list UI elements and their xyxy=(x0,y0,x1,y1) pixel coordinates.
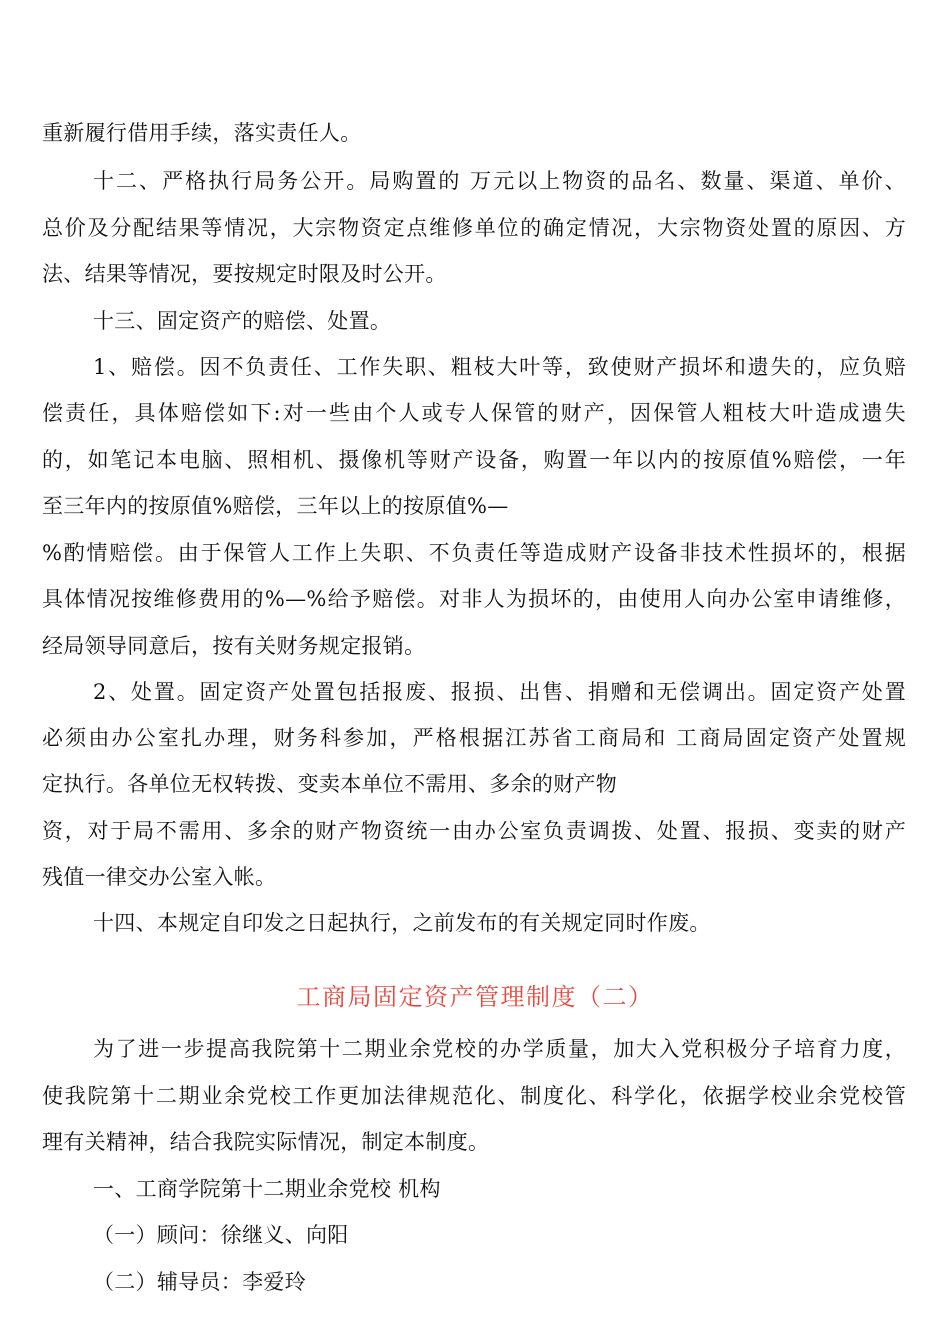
text-line-8: 的，如笔记本电脑、照相机、摄像机等财产设备，购置一年以内的按原值%赔偿，一年 xyxy=(42,448,906,472)
text-line-24: （二）辅导员：李爱玲 xyxy=(93,1270,306,1294)
text-line-9: 至三年内的按原值%赔偿，三年以上的按原值%— xyxy=(42,494,509,518)
text-line-5: 十三、固定资产的赔偿、处置。 xyxy=(93,309,392,333)
text-line-22: 一、工商学院第十二期业余党校 机构 xyxy=(93,1177,441,1201)
text-line-15: 定执行。各单位无权转拨、变卖本单位不需用、多余的财产物 xyxy=(42,772,618,796)
text-line-6: 1、赔偿。因不负责任、工作失职、粗枝大叶等，致使财产损坏和遗失的，应负赔 xyxy=(93,355,906,379)
text-line-17: 残值一律交办公室入帐。 xyxy=(42,865,277,889)
text-line-23: （一）顾问：徐继义、向阳 xyxy=(93,1223,349,1247)
text-line-11: 具体情况按维修费用的%—%给予赔偿。对非人为损坏的，由使用人向办公室申请维修， xyxy=(42,587,906,611)
text-line-21: 理有关精神，结合我院实际情况，制定本制度。 xyxy=(42,1130,490,1154)
text-line-7: 偿责任，具体赔偿如下:对一些由个人或专人保管的财产，因保管人粗枝大叶造成遗失 xyxy=(42,401,906,425)
text-line-20: 使我院第十二期业余党校工作更加法律规范化、制度化、科学化，依据学校业余党校管 xyxy=(42,1084,906,1108)
text-line-12: 经局领导同意后，按有关财务规定报销。 xyxy=(42,634,426,658)
text-line-18: 十四、本规定自印发之日起执行，之前发布的有关规定同时作废。 xyxy=(93,911,711,935)
text-line-13: 2、处置。固定资产处置包括报废、报损、出售、捐赠和无偿调出。固定资产处置 xyxy=(93,680,906,704)
text-line-14: 必须由办公室扎办理，财务科参加，严格根据江苏省工商局和 工商局固定资产处置规 xyxy=(42,726,906,750)
text-line-10: %酌情赔偿。由于保管人工作上失职、不负责任等造成财产设备非技术性损坏的，根据 xyxy=(42,541,906,565)
text-line-2: 十二、严格执行局务公开。局购置的 万元以上物资的品名、数量、渠道、单价、 xyxy=(93,169,906,193)
section-title: 工商局固定资产管理制度（二） xyxy=(296,983,654,1011)
text-line-19: 为了进一步提高我院第十二期业余党校的办学质量，加大入党积极分子培育力度， xyxy=(93,1037,906,1061)
text-line-4: 法、结果等情况，要按规定时限及时公开。 xyxy=(42,262,447,286)
text-line-16: 资，对于局不需用、多余的财产物资统一由办公室负责调拨、处置、报损、变卖的财产 xyxy=(42,819,906,843)
text-line-3: 总价及分配结果等情况，大宗物资定点维修单位的确定情况，大宗物资处置的原因、方 xyxy=(42,216,906,240)
text-line-1: 重新履行借用手续，落实责任人。 xyxy=(42,121,362,145)
